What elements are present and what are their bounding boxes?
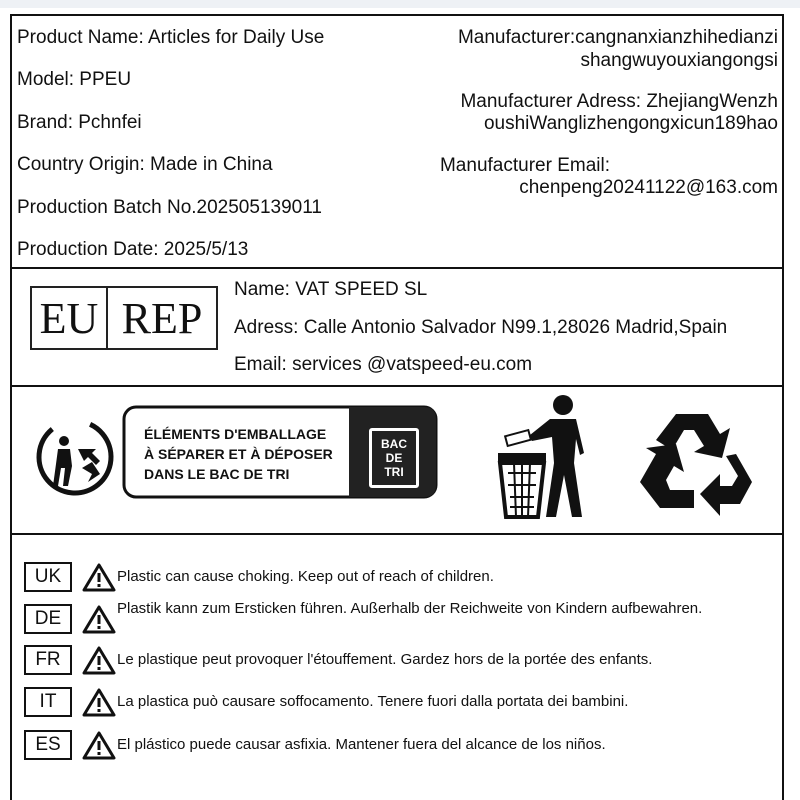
sorting-bin-line-2: DE — [385, 451, 403, 465]
eu-rep-logo-eu: EU — [32, 288, 108, 348]
warning-text-es: El plástico puede causar asfixia. Mantener fuera del alcance de los niños. — [117, 736, 606, 753]
country-code-de: DE — [24, 604, 72, 634]
warning-row-de — [24, 601, 116, 637]
manufacturer-email: chenpeng20241122@163.com — [519, 177, 778, 198]
eu-rep-logo-rep: REP — [121, 293, 203, 343]
warning-text-fr: Le plastique peut provoquer l'étouffement. Gardez hors de la portée des enfants. — [117, 651, 653, 668]
warning-triangle-icon — [82, 645, 116, 675]
divider-1 — [10, 267, 784, 269]
eu-rep-name: Name: VAT SPEED SL — [234, 279, 428, 300]
packaging-line-1: ÉLÉMENTS D'EMBALLAGE — [144, 426, 327, 442]
manufacturer-name-line2: shangwuyouxiangongsi — [580, 50, 778, 71]
warning-row-es — [24, 727, 116, 763]
warning-triangle-icon — [82, 687, 116, 717]
warning-row-it — [24, 684, 116, 720]
warning-triangle-icon — [82, 730, 116, 760]
packaging-line-2: À SÉPARER ET À DÉPOSER — [144, 446, 333, 462]
warning-row-fr — [24, 642, 116, 678]
production-date: Production Date: 2025/5/13 — [17, 239, 249, 260]
manufacturer-email-label: Manufacturer Email: — [439, 155, 610, 176]
sorting-bin-line-3: TRI — [384, 465, 404, 479]
manufacturer-name-line1: Manufacturer:cangnanxianzhihedianzi — [457, 27, 778, 48]
country-code-fr: FR — [24, 645, 72, 675]
warning-text-de: Plastik kann zum Ersticken führen. Außerhalb der Reichweite von Kindern aufbewahren. — [117, 600, 703, 617]
manufacturer-address-line2: oushiWanglizhengongxicun189hao — [483, 113, 778, 134]
product-model: Model: PPEU — [17, 69, 132, 90]
recycle-icon — [636, 404, 758, 522]
divider-2 — [10, 385, 784, 387]
country-code-it: IT — [24, 687, 72, 717]
product-origin: Country Origin: Made in China — [17, 154, 273, 175]
triman-icon — [34, 416, 116, 498]
eu-rep-logo — [30, 286, 218, 350]
product-brand: Brand: Pchnfei — [17, 112, 142, 133]
warning-triangle-icon — [82, 604, 116, 634]
eu-rep-email: Email: services @vatspeed-eu.com — [234, 354, 533, 375]
packaging-line-3: DANS LE BAC DE TRI — [144, 466, 290, 482]
warning-triangle-icon — [82, 562, 116, 592]
warning-row-uk — [24, 559, 116, 595]
divider-3 — [10, 533, 784, 535]
country-code-uk: UK — [24, 562, 72, 592]
product-name: Product Name: Articles for Daily Use — [17, 27, 325, 48]
manufacturer-address-line1: Manufacturer Adress: ZhejiangWenzh — [460, 91, 778, 112]
sorting-bin-icon — [369, 428, 419, 488]
tidy-man-icon — [492, 393, 598, 521]
country-code-es: ES — [24, 730, 72, 760]
production-batch: Production Batch No.202505139011 — [17, 197, 322, 218]
packaging-sorting-panel — [114, 404, 439, 500]
warning-text-uk: Plastic can cause choking. Keep out of reach of children. — [117, 568, 494, 585]
top-strip — [0, 0, 800, 8]
eu-rep-address: Adress: Calle Antonio Salvador N99.1,28026 Madrid,Spain — [234, 317, 728, 338]
warning-text-it: La plastica può causare soffocamento. Tenere fuori dalla portata dei bambini. — [117, 693, 629, 710]
sorting-bin-line-1: BAC — [381, 437, 407, 451]
